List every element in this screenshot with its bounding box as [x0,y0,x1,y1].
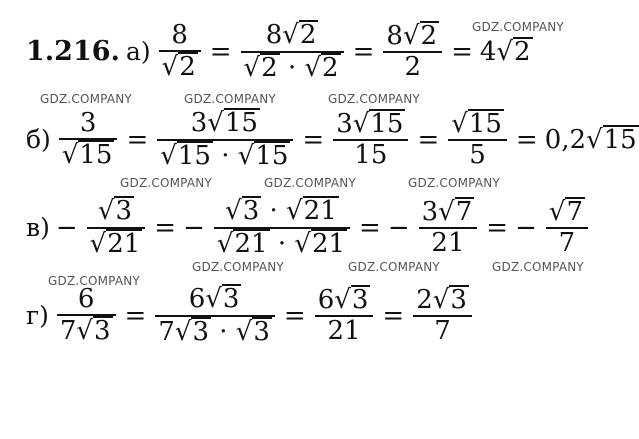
equals-sign: = [486,212,509,243]
solution-row-b [26,108,639,172]
solution-row-a [26,20,533,84]
part-label: а) [125,37,151,67]
fraction: $\frac{√3 \cdot √21}{√21 \cdot √21}$ [214,196,350,260]
fraction: $\frac{√15}{5}$ [448,109,507,172]
equals-sign: = [352,36,375,67]
watermark: GDZ.COMPANY [120,176,212,190]
watermark: GDZ.COMPANY [184,92,276,106]
watermark: GDZ.COMPANY [348,260,440,274]
equals-sign: = [124,300,147,331]
watermark: GDZ.COMPANY [472,20,564,34]
fraction: $\frac{6√3}{7√3 \cdot √3}$ [155,284,275,348]
result: 0,2√15 [544,124,637,155]
equals-sign: = [302,124,325,155]
watermark: GDZ.COMPANY [48,274,140,288]
fraction: $\frac{8}{√2}$ [159,21,201,84]
minus-sign: − [515,212,537,243]
watermark: GDZ.COMPANY [192,260,284,274]
equals-sign: = [154,212,177,243]
watermark: GDZ.COMPANY [328,92,420,106]
fraction: $\frac{3√15}{√15 \cdot √15}$ [157,108,293,172]
part-label: б) [26,125,51,155]
fraction: $\frac{√7}{7}$ [546,197,588,260]
fraction: $\frac{3√7}{21}$ [419,197,478,260]
equals-sign: = [417,124,440,155]
problem-number: 1.216. [26,36,120,68]
fraction: $\frac{8√2}{√2 \cdot √2}$ [241,20,344,84]
equals-sign: = [451,36,473,67]
part-label: в) [26,213,50,243]
minus-sign: − [55,212,78,243]
fraction: $\frac{3√15}{15}$ [333,109,408,172]
minus-sign: − [387,212,410,243]
equals-sign: = [382,300,405,331]
solution-row-g [26,284,474,348]
equals-sign: = [283,300,306,331]
fraction: $\frac{6√3}{21}$ [315,285,374,348]
equals-sign: = [359,212,381,243]
watermark: GDZ.COMPANY [40,92,132,106]
equals-sign: = [515,124,538,155]
result: 4√2 [479,36,531,67]
equals-sign: = [209,36,232,67]
part-label: г) [26,301,49,331]
watermark: GDZ.COMPANY [492,260,584,274]
watermark: GDZ.COMPANY [408,176,500,190]
fraction: $\frac{2√3}{7}$ [413,285,472,348]
fraction: $\frac{√3}{√21}$ [87,196,146,260]
minus-sign: − [183,212,205,243]
watermark: GDZ.COMPANY [264,176,356,190]
fraction: $\frac{8√2}{2}$ [383,21,442,84]
fraction: $\frac{6}{7√3}$ [57,285,116,348]
equals-sign: = [126,124,149,155]
fraction: $\frac{3}{√15}$ [59,109,118,172]
solution-row-v [26,196,590,260]
